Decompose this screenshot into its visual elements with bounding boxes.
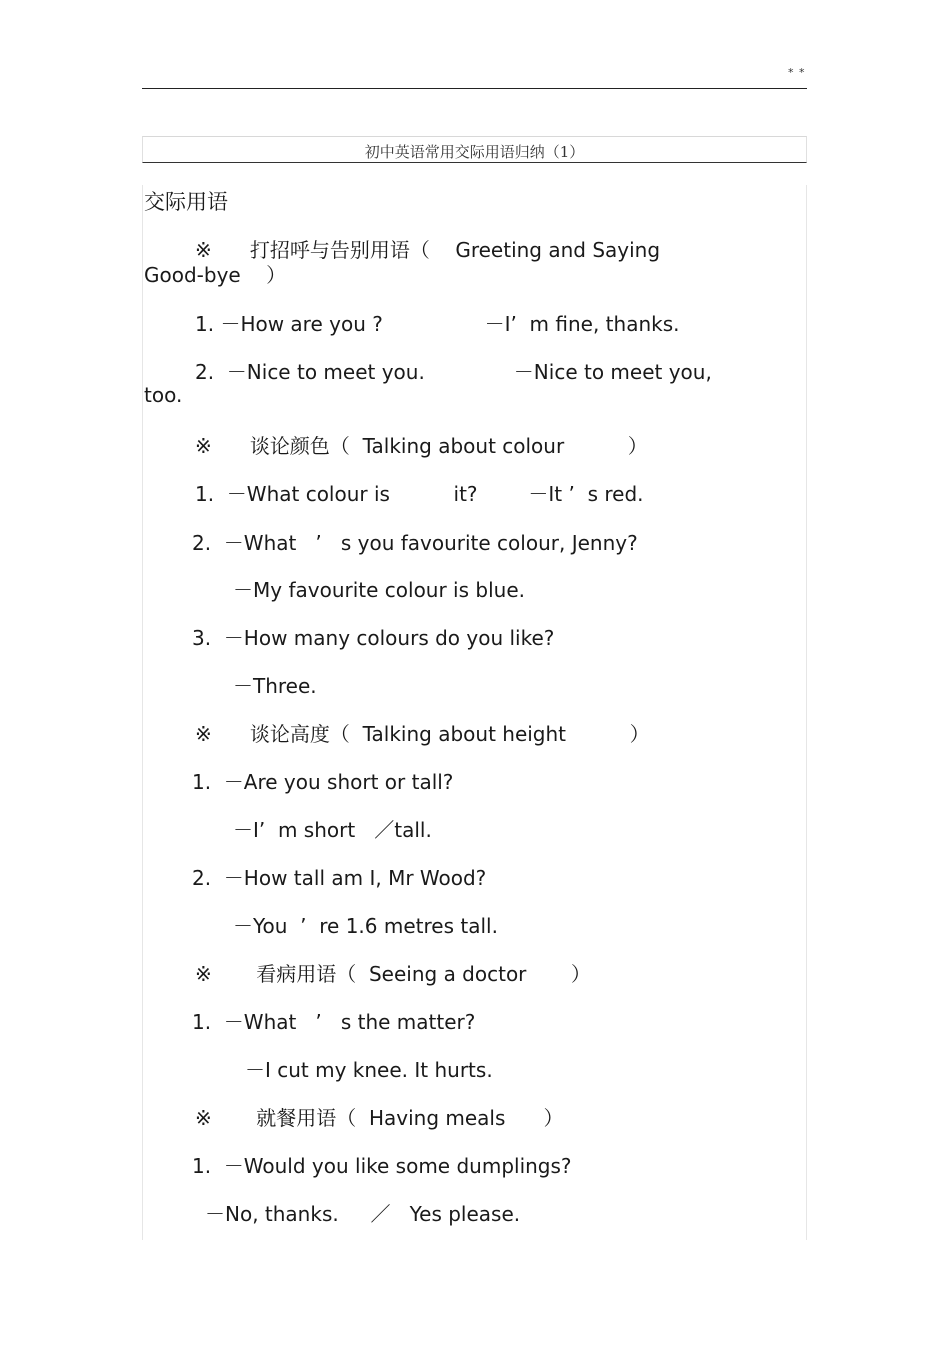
dialogue-reply: －I’ m short ／tall. xyxy=(233,818,432,842)
dialogue-reply: －No, thanks. ／ Yes please. xyxy=(205,1202,521,1226)
header-rule xyxy=(142,88,807,89)
dialogue-line: 3. －How many colours do you like? xyxy=(192,626,555,650)
dialogue-reply: －You ’ re 1.6 metres tall. xyxy=(233,914,498,938)
header-mark: * * xyxy=(788,66,806,79)
dialogue-line: 1. －Are you short or tall? xyxy=(192,770,454,794)
section-greeting: ※ 打招呼与告别用语（ Greeting and Saying xyxy=(195,238,661,262)
dialogue-line: 1. －What colour is it? －It ’ s red. xyxy=(195,482,644,506)
dialogue-line-cont: too. xyxy=(144,383,183,407)
title-box xyxy=(142,136,807,163)
section-greeting-cont: Good-bye ） xyxy=(144,263,287,287)
dialogue-line: 1. －How are you ? －I’ m fine, thanks. xyxy=(195,312,680,336)
dialogue-reply: －I cut my knee. It hurts. xyxy=(245,1058,493,1082)
section-doctor: ※ 看病用语（ Seeing a doctor ） xyxy=(195,962,591,986)
section-colour: ※ 谈论颜色（ Talking about colour ） xyxy=(195,434,648,458)
dialogue-line: 1. －Would you like some dumplings? xyxy=(192,1154,572,1178)
dialogue-line: 2. －What ’ s you favourite colour, Jenny? xyxy=(192,531,638,555)
section-heading: 交际用语 xyxy=(144,190,228,214)
dialogue-reply: －Three. xyxy=(233,674,317,698)
dialogue-line: 2. －How tall am I, Mr Wood? xyxy=(192,866,487,890)
page-title: 初中英语常用交际用语归纳（1） xyxy=(364,143,585,161)
dialogue-line: 2. －Nice to meet you. －Nice to meet you, xyxy=(195,360,712,384)
section-meals: ※ 就餐用语（ Having meals ） xyxy=(195,1106,564,1130)
dialogue-line: 1. －What ’ s the matter? xyxy=(192,1010,476,1034)
dialogue-reply: －My favourite colour is blue. xyxy=(233,578,525,602)
section-height: ※ 谈论高度（ Talking about height ） xyxy=(195,722,650,746)
frame-right-border xyxy=(806,185,807,1240)
frame-left-border xyxy=(142,185,143,1240)
